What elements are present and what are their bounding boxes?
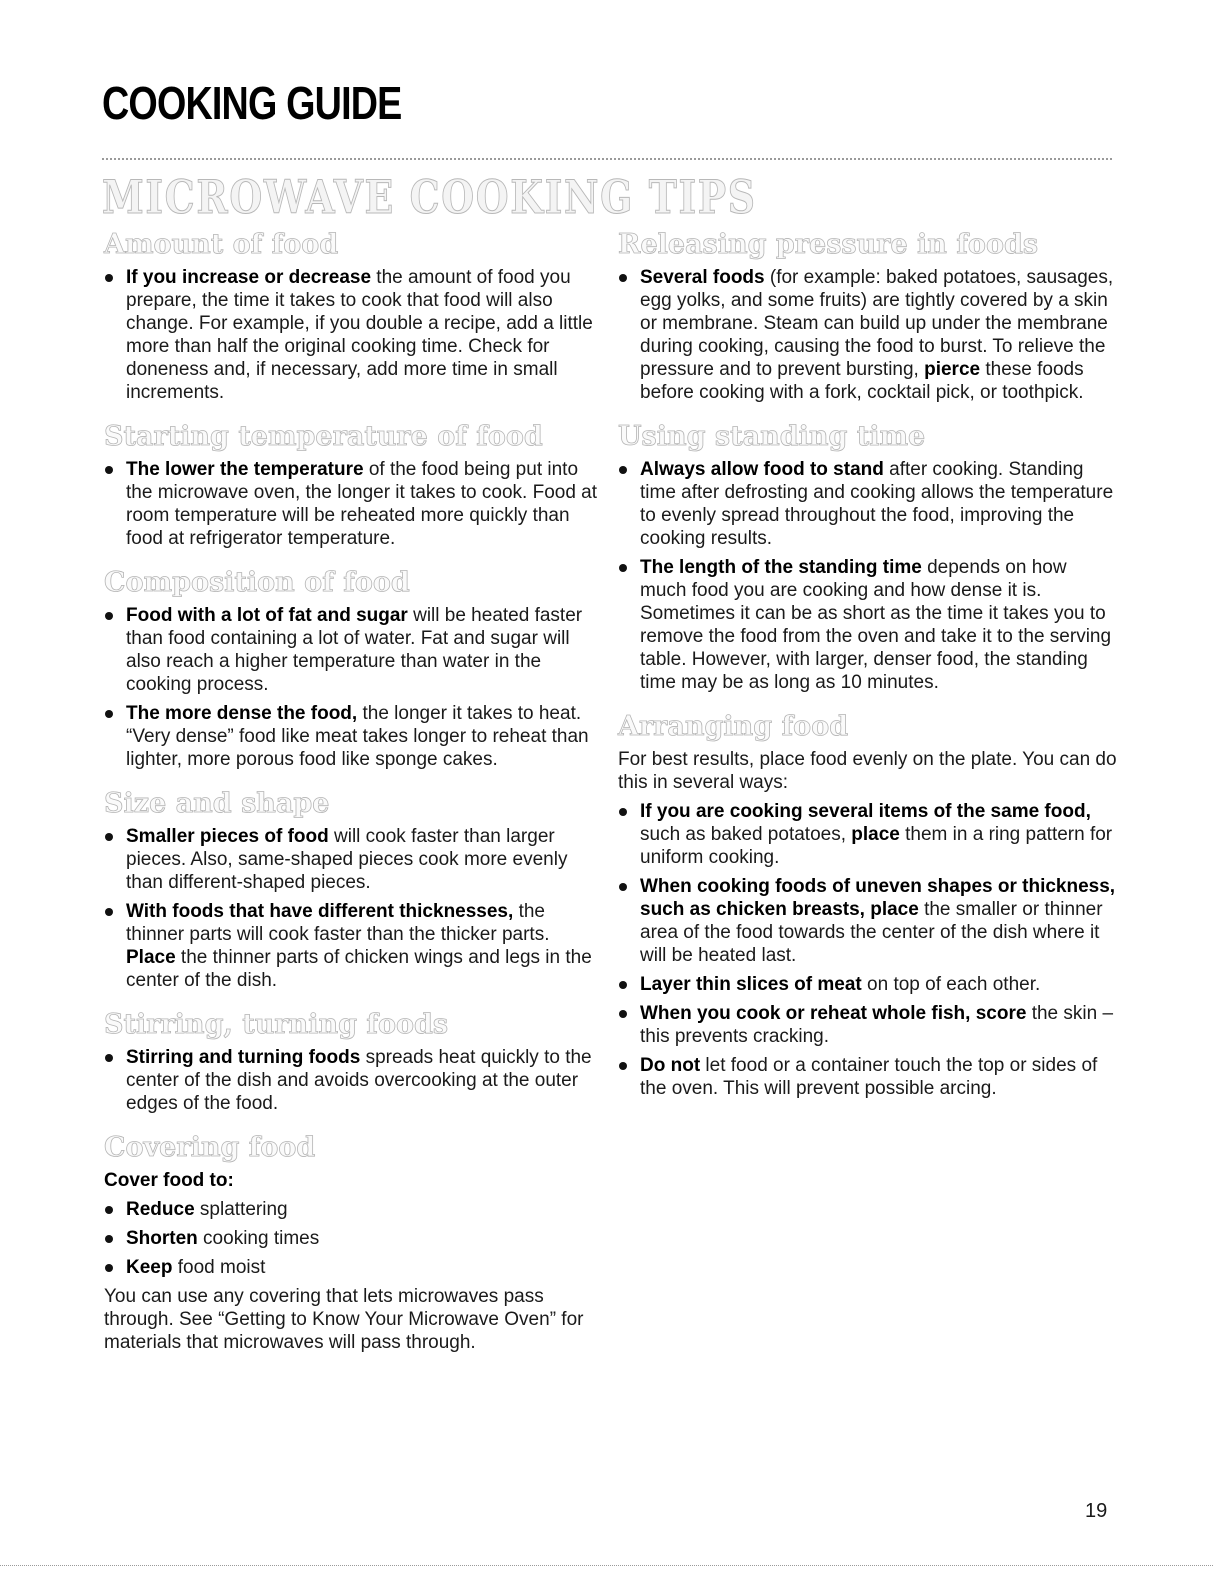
covering-intro: Cover food to: xyxy=(104,1170,234,1191)
bullet-list xyxy=(104,458,604,550)
section-composition xyxy=(104,566,604,771)
list-item: When cooking foods of uneven shapes or thickness, such as chicken breasts, place the smaller or thinner area of the food towards the center of the dish where it will be heated last. xyxy=(618,875,1118,967)
page-title: COOKING GUIDE xyxy=(102,77,402,129)
section-heading: Amount of food xyxy=(104,229,339,260)
section-starting-temperature xyxy=(104,420,604,550)
list-item: Always allow food to stand after cooking. Standing time after defrosting and cooking allows the temperature to evenly spread throughout the food, improving the cooking results. xyxy=(618,458,1118,550)
bottom-divider xyxy=(0,1565,1213,1566)
list-item: If you increase or decrease the amount of food you prepare, the time it takes to cook that food will also change. For example, if you double a recipe, add a little more than half the original cooking time. Check for doneness and, if necessary, add more time in small increments. xyxy=(104,266,604,404)
bullet-list xyxy=(618,458,1118,694)
list-item: Shorten cooking times xyxy=(104,1227,604,1250)
section-heading: Starting temperature of food xyxy=(104,421,543,452)
list-item: Layer thin slices of meat on top of each other. xyxy=(618,973,1118,996)
list-item: Stirring and turning foods spreads heat quickly to the center of the dish and avoids overcooking at the outer edges of the food. xyxy=(104,1046,604,1115)
covering-outro: You can use any covering that lets microwaves pass through. See “Getting to Know Your Microwave Oven” for materials that microwaves will pass through. xyxy=(104,1286,584,1353)
section-covering xyxy=(104,1131,604,1354)
bullet-list xyxy=(618,800,1118,1100)
list-item: Several foods (for example: baked potatoes, sausages, egg yolks, and some fruits) are tightly covered by a skin or membrane. Steam can build up under the membrane during cooking, causing the food to burst. To relieve the pressure and to prevent bursting, pierce these foods before cooking with a fork, cocktail pick, or toothpick. xyxy=(618,266,1118,404)
title-divider xyxy=(102,158,1112,160)
section-releasing-pressure xyxy=(618,228,1118,404)
list-item: Keep food moist xyxy=(104,1256,604,1279)
section-banner: MICROWAVE COOKING TIPS xyxy=(102,170,757,224)
bullet-list xyxy=(104,266,604,404)
bullet-list xyxy=(104,825,604,992)
list-item: The more dense the food, the longer it takes to heat. “Very dense” food like meat takes longer to reheat than lighter, more porous food like sponge cakes. xyxy=(104,702,604,771)
bullet-list xyxy=(104,604,604,771)
section-heading: Covering food xyxy=(104,1132,316,1163)
section-stirring xyxy=(104,1008,604,1115)
section-heading: Size and shape xyxy=(104,788,330,819)
section-standing-time xyxy=(618,420,1118,694)
bullet-list xyxy=(104,1046,604,1115)
list-item: Do not let food or a container touch the top or sides of the oven. This will prevent possible arcing. xyxy=(618,1054,1118,1100)
list-item: When you cook or reheat whole fish, score the skin – this prevents cracking. xyxy=(618,1002,1118,1048)
section-arranging-food xyxy=(618,710,1118,1100)
list-item: Food with a lot of fat and sugar will be heated faster than food containing a lot of water. Fat and sugar will also reach a higher temperature than water in the cooking process. xyxy=(104,604,604,696)
section-heading: Composition of food xyxy=(104,567,410,598)
list-item: The lower the temperature of the food being put into the microwave oven, the longer it takes to cook. Food at room temperature will be reheated more quickly than food at refrigerator temperature. xyxy=(104,458,604,550)
section-amount-of-food xyxy=(104,228,604,404)
left-column xyxy=(104,228,604,1370)
list-item: Smaller pieces of food will cook faster than larger pieces. Also, same-shaped pieces cook more evenly than different-shaped pieces. xyxy=(104,825,604,894)
list-item: With foods that have different thicknesses, the thinner parts will cook faster than the thicker parts. Place the thinner parts of chicken wings and legs in the center of the dish. xyxy=(104,900,604,992)
bullet-list xyxy=(618,266,1118,404)
section-heading: Stirring, turning foods xyxy=(104,1009,449,1040)
arranging-intro: For best results, place food evenly on the plate. You can do this in several ways: xyxy=(618,749,1117,793)
right-column xyxy=(618,228,1118,1116)
bullet-list xyxy=(104,1198,604,1279)
list-item: If you are cooking several items of the same food, such as baked potatoes, place them in a ring pattern for uniform cooking. xyxy=(618,800,1118,869)
section-heading: Arranging food xyxy=(618,711,849,742)
section-heading: Using standing time xyxy=(618,421,926,452)
section-heading: Releasing pressure in foods xyxy=(618,229,1039,260)
section-size-and-shape xyxy=(104,787,604,992)
list-item: The length of the standing time depends on how much food you are cooking and how dense it is. Sometimes it can be as short as the time it takes you to remove the food from the oven and take it to the serving table. However, with larger, denser food, the standing time may be as long as 10 minutes. xyxy=(618,556,1118,694)
page-number: 19 xyxy=(1085,1500,1108,1522)
list-item: Reduce splattering xyxy=(104,1198,604,1221)
